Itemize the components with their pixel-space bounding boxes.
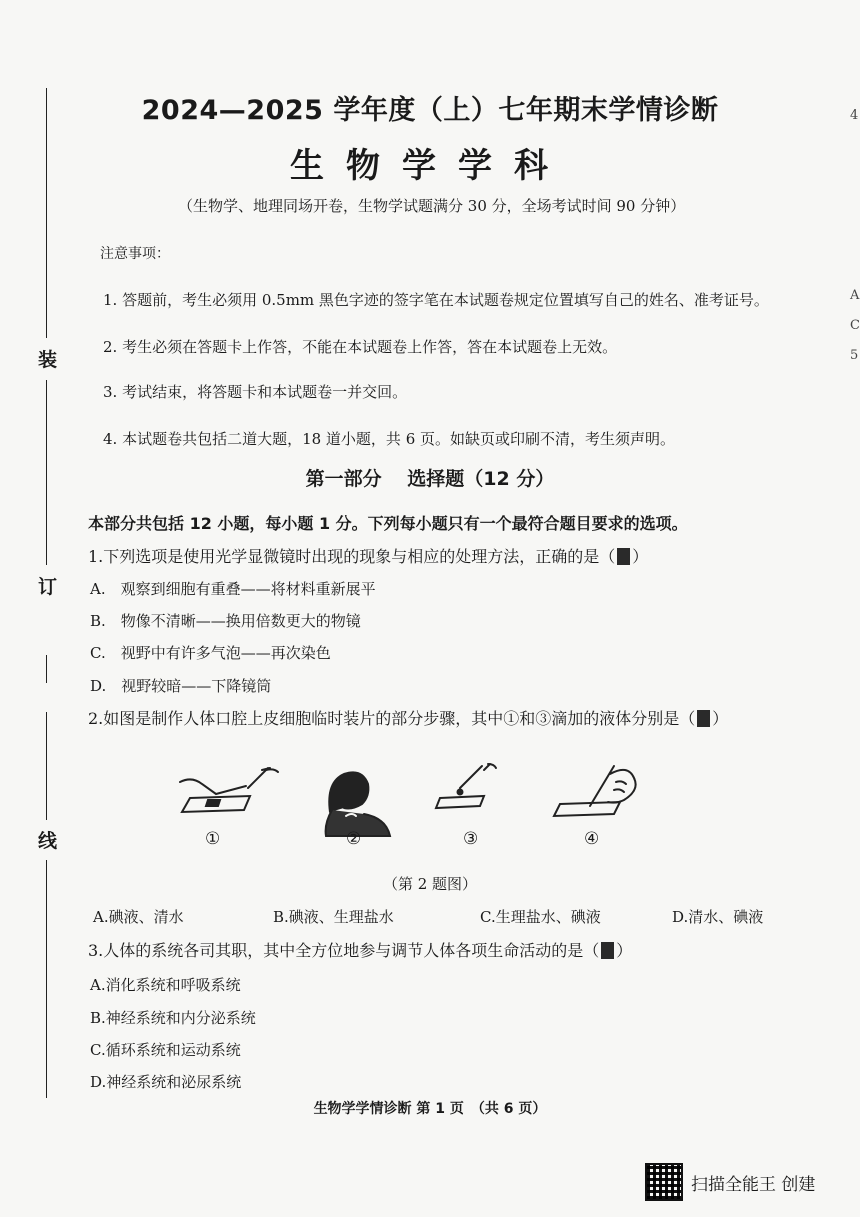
figure-label-4: ④ xyxy=(584,829,600,849)
question-2 xyxy=(88,706,728,729)
option: D.清水、碘液 xyxy=(672,908,764,926)
question-stem: 2.如图是制作人体口腔上皮细胞临时装片的部分步骤，其中①和③滴加的液体分别是（ xyxy=(88,709,696,728)
option: B. 物像不清晰——换用倍数更大的物镜 xyxy=(90,612,361,630)
question-close: ） xyxy=(712,709,729,728)
figure-label-3: ③ xyxy=(463,829,479,849)
exam-title: 2024—2025 学年度（上）七年期末学情诊断 xyxy=(141,95,719,126)
answer-blank xyxy=(697,710,710,727)
page-footer: 生物学学情诊断 第 1 页 （共 6 页） xyxy=(313,1101,547,1117)
notice-item: 2. 考生必须在答题卡上作答，不能在本试题卷上作答，答在本试题卷上无效。 xyxy=(103,338,618,356)
question-close: ） xyxy=(616,941,633,960)
notice-heading: 注意事项： xyxy=(100,246,170,262)
section-heading: 第一部分 选择题（12 分） xyxy=(305,468,555,490)
option: C. 视野中有许多气泡——再次染色 xyxy=(90,644,331,662)
binding-line-bottom xyxy=(46,860,47,1098)
figure-caption: （第 2 题图） xyxy=(382,875,478,893)
question-stem: 1.下列选项是使用光学显微镜时出现的现象与相应的处理方法，正确的是（ xyxy=(88,547,616,566)
notice-item: 1. 答题前，考生必须用 0.5mm 黑色字迹的签字笔在本试题卷规定位置填写自己的姓名、准考证号。 xyxy=(103,291,769,309)
step-4-illustration xyxy=(554,766,636,816)
procedure-figure xyxy=(170,760,640,850)
qr-code-icon xyxy=(645,1163,683,1201)
scanner-watermark xyxy=(645,1163,815,1201)
question-close: ） xyxy=(632,547,649,566)
step-3-illustration xyxy=(436,764,496,808)
question-stem: 3.人体的系统各司其职，其中全方位地参与调节人体各项生命活动的是（ xyxy=(88,941,600,960)
step-2-illustration xyxy=(326,772,390,836)
binding-label-xian: 线 xyxy=(38,830,58,852)
option: D.神经系统和泌尿系统 xyxy=(90,1073,242,1091)
binding-line-short xyxy=(46,655,47,683)
section-intro: 本部分共包括 12 小题，每小题 1 分。下列每小题只有一个最符合题目要求的选项。 xyxy=(88,514,688,533)
option: B.碘液、生理盐水 xyxy=(273,908,394,926)
question-3 xyxy=(88,938,632,961)
answer-blank xyxy=(617,548,630,565)
figure-label-2: ② xyxy=(346,829,362,849)
subject-title: 生物学学科 xyxy=(290,146,570,186)
answer-blank xyxy=(601,942,614,959)
option: A.碘液、清水 xyxy=(93,908,184,926)
question-1 xyxy=(88,544,648,567)
notice-item: 3. 考试结束，将答题卡和本试题卷一并交回。 xyxy=(103,383,408,401)
binding-label-ding: 订 xyxy=(38,576,58,598)
watermark-text: 扫描全能王 创建 xyxy=(691,1174,816,1195)
option: C.循环系统和运动系统 xyxy=(90,1041,241,1059)
binding-label-zhuang: 装 xyxy=(38,349,58,371)
notice-item: 4. 本试题卷共包括二道大题，18 道小题，共 6 页。如缺页或印刷不清，考生须声明。 xyxy=(103,430,676,448)
margin-glyph: 4 xyxy=(850,108,859,123)
margin-glyph: C xyxy=(850,318,860,333)
option: D. 视野较暗——下降镜筒 xyxy=(90,677,272,695)
figure-label-1: ① xyxy=(205,829,221,849)
step-1-illustration xyxy=(180,768,278,812)
option: B.神经系统和内分泌系统 xyxy=(90,1009,256,1027)
binding-line-lower xyxy=(46,712,47,820)
margin-glyph: 5 xyxy=(850,348,859,363)
option: A.消化系统和呼吸系统 xyxy=(90,976,241,994)
option: A. 观察到细胞有重叠——将材料重新展平 xyxy=(90,580,376,598)
margin-glyph: A xyxy=(850,288,860,303)
option: C.生理盐水、碘液 xyxy=(480,908,601,926)
exam-note: （生物学、地理同场开卷，生物学试题满分 30 分，全场考试时间 90 分钟） xyxy=(178,197,686,215)
